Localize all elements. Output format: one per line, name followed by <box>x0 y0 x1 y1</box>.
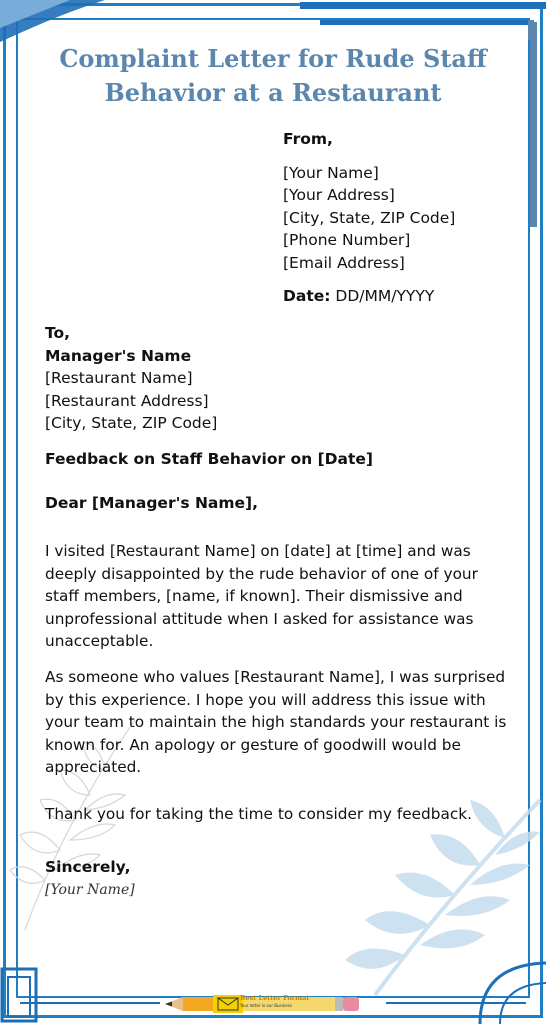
recipient-city: [City, State, ZIP Code] <box>45 414 218 432</box>
document-title: Complaint Letter for Rude Staff Behavior at a Restaurant <box>59 44 487 107</box>
bottom-right-arc-decoration <box>470 955 546 1024</box>
sender-address: [Your Address] <box>283 186 395 204</box>
corner-swoosh-decoration <box>0 0 110 45</box>
sender-email: [Email Address] <box>283 253 405 272</box>
recipient-manager: Manager's Name <box>45 346 192 365</box>
date-label: Date: <box>283 287 331 305</box>
closing: Sincerely, <box>45 858 131 876</box>
right-bar-decoration <box>528 22 540 227</box>
bottom-left-squares-decoration <box>0 965 40 1024</box>
sender-name: [Your Name] <box>283 163 379 182</box>
from-label: From, <box>283 130 333 148</box>
date-line <box>283 285 455 308</box>
recipient-block <box>45 322 217 435</box>
date-value: DD/MM/YYYY <box>335 287 435 305</box>
salutation: Dear [Manager's Name], <box>45 494 259 512</box>
signature: [Your Name] <box>45 882 135 898</box>
body-paragraph: Thank you for taking the time to consider my feedback. <box>45 805 472 823</box>
body-paragraph: I visited [Restaurant Name] on [date] at [time] and was deeply disappointed by the rude behavior of one of your staff members, [name, if known]. Their dismissive and unprofessional attitude when I asked for assistance was unacceptable. <box>45 542 478 650</box>
recipient-restaurant-name: [Restaurant Name] <box>45 369 193 387</box>
to-label: To, <box>45 324 71 342</box>
logo-tagline: Your letter is our Business <box>240 1003 292 1008</box>
sender-phone: [Phone Number] <box>283 231 411 249</box>
logo-name: Best Letter Format <box>240 994 310 1002</box>
subject-line: Feedback on Staff Behavior on [Date] <box>45 450 374 468</box>
sender-city: [City, State, ZIP Code] <box>283 208 456 227</box>
recipient-address: [Restaurant Address] <box>45 391 209 410</box>
sender-block <box>283 128 455 308</box>
top-right-bars-decoration <box>300 0 546 40</box>
body-paragraph: As someone who values [Restaurant Name], I was surprised by this experience. I hope you will address this issue with your team to maintain the high standards your restaurant is known for. An apology or gesture of goodwill would be appreciated. <box>45 668 507 776</box>
